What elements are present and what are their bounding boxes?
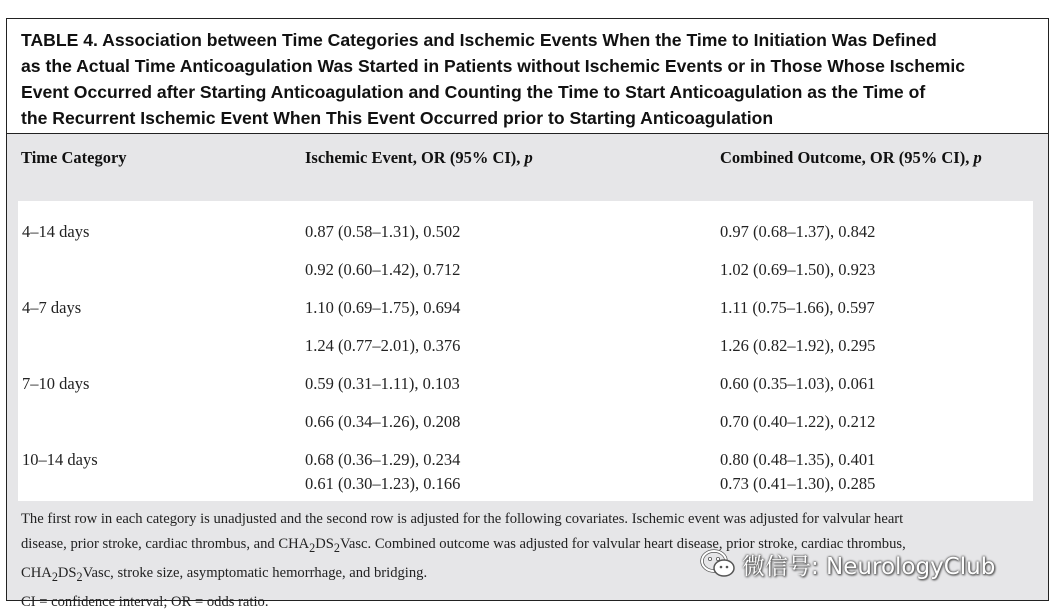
table-body: [18, 201, 1033, 501]
cell-ischemic: 1.10 (0.69–1.75), 0.694: [305, 298, 461, 317]
cell-ischemic: 0.68 (0.36–1.29), 0.234: [305, 450, 461, 469]
footnote-text: Vasc, stroke size, asymptomatic hemorrhage, and bridging.: [82, 564, 428, 581]
title-line: as the Actual Time Anticoagulation Was Started in Patients without Ischemic Events or in Those Whose Ischemic: [21, 56, 966, 76]
cell-ischemic: 0.66 (0.34–1.26), 0.208: [305, 412, 461, 431]
subscript: 2: [333, 540, 340, 555]
table-row: [18, 330, 1033, 368]
table-row: [18, 406, 1033, 444]
watermark-text: 微信号: NeurologyClub: [742, 553, 996, 580]
footnote-text: CHA: [21, 564, 52, 581]
table-row: [18, 474, 1033, 501]
footnote-text: disease, prior stroke, cardiac thrombus, and CHA: [21, 536, 310, 552]
table-row: [18, 216, 1033, 254]
title-line: Event Occurred after Starting Anticoagulation and Counting the Time to Start Anticoagulation as the Time of: [21, 82, 926, 102]
table-title: [21, 27, 1038, 131]
title-line: the Recurrent Ischemic Event When This Event Occurred prior to Starting Anticoagulation: [21, 108, 774, 128]
cell-category: 4–14 days: [22, 222, 90, 241]
cell-category: 10–14 days: [22, 450, 98, 469]
table-row: [18, 368, 1033, 406]
header-time-category: Time Category: [21, 148, 127, 167]
table-header: [7, 133, 1048, 201]
footnote-line: The first row in each category is unadjusted and the second row is adjusted for the following covariates. Ischemic event was adjusted for valvular heart: [21, 511, 904, 527]
p-symbol: p: [973, 148, 982, 167]
cell-combined: 1.02 (0.69–1.50), 0.923: [720, 260, 876, 279]
watermark: [700, 547, 995, 581]
footnote-text: Vasc. Combined outcome was adjusted for valvular heart disease, prior stroke, cardiac thrombus,: [339, 536, 906, 552]
header-ischemic-event: [305, 148, 533, 168]
wechat-icon: [700, 549, 736, 579]
table-title-box: [7, 19, 1048, 133]
subscript: 2: [76, 569, 83, 584]
cell-combined: 0.70 (0.40–1.22), 0.212: [720, 412, 876, 431]
footnote-line: CI = confidence interval; OR = odds ratio.: [21, 593, 269, 610]
table-row: [18, 444, 1033, 482]
cell-combined: 1.11 (0.75–1.66), 0.597: [720, 298, 875, 317]
cell-ischemic: 0.61 (0.30–1.23), 0.166: [305, 474, 461, 493]
cell-combined: 0.97 (0.68–1.37), 0.842: [720, 222, 876, 241]
header-combined-outcome: [720, 148, 982, 168]
footnote-text: DS: [57, 564, 77, 581]
cell-category: 7–10 days: [22, 374, 90, 393]
header-combined-label: Combined Outcome, OR (95% CI),: [720, 148, 974, 167]
cell-combined: 0.73 (0.41–1.30), 0.285: [720, 474, 876, 493]
table-row: [18, 292, 1033, 330]
footnote-text: DS: [315, 536, 334, 552]
p-symbol: p: [524, 148, 533, 167]
cell-combined: 0.80 (0.48–1.35), 0.401: [720, 450, 876, 469]
cell-combined: 1.26 (0.82–1.92), 0.295: [720, 336, 876, 355]
header-ischemic-label: Ischemic Event, OR (95% CI),: [305, 148, 525, 167]
cell-combined: 0.60 (0.35–1.03), 0.061: [720, 374, 876, 393]
subscript: 2: [51, 569, 58, 584]
table-frame: [6, 18, 1049, 610]
cell-ischemic: 0.92 (0.60–1.42), 0.712: [305, 260, 461, 279]
subscript: 2: [309, 540, 316, 555]
title-line: TABLE 4. Association between Time Categories and Ischemic Events When the Time to Initiation Was Defined: [21, 30, 937, 50]
cell-ischemic: 0.87 (0.58–1.31), 0.502: [305, 222, 461, 241]
cell-ischemic: 0.59 (0.31–1.11), 0.103: [305, 374, 460, 393]
table-row: [18, 254, 1033, 292]
cell-category: 4–7 days: [22, 298, 82, 317]
cell-ischemic: 1.24 (0.77–2.01), 0.376: [305, 336, 461, 355]
